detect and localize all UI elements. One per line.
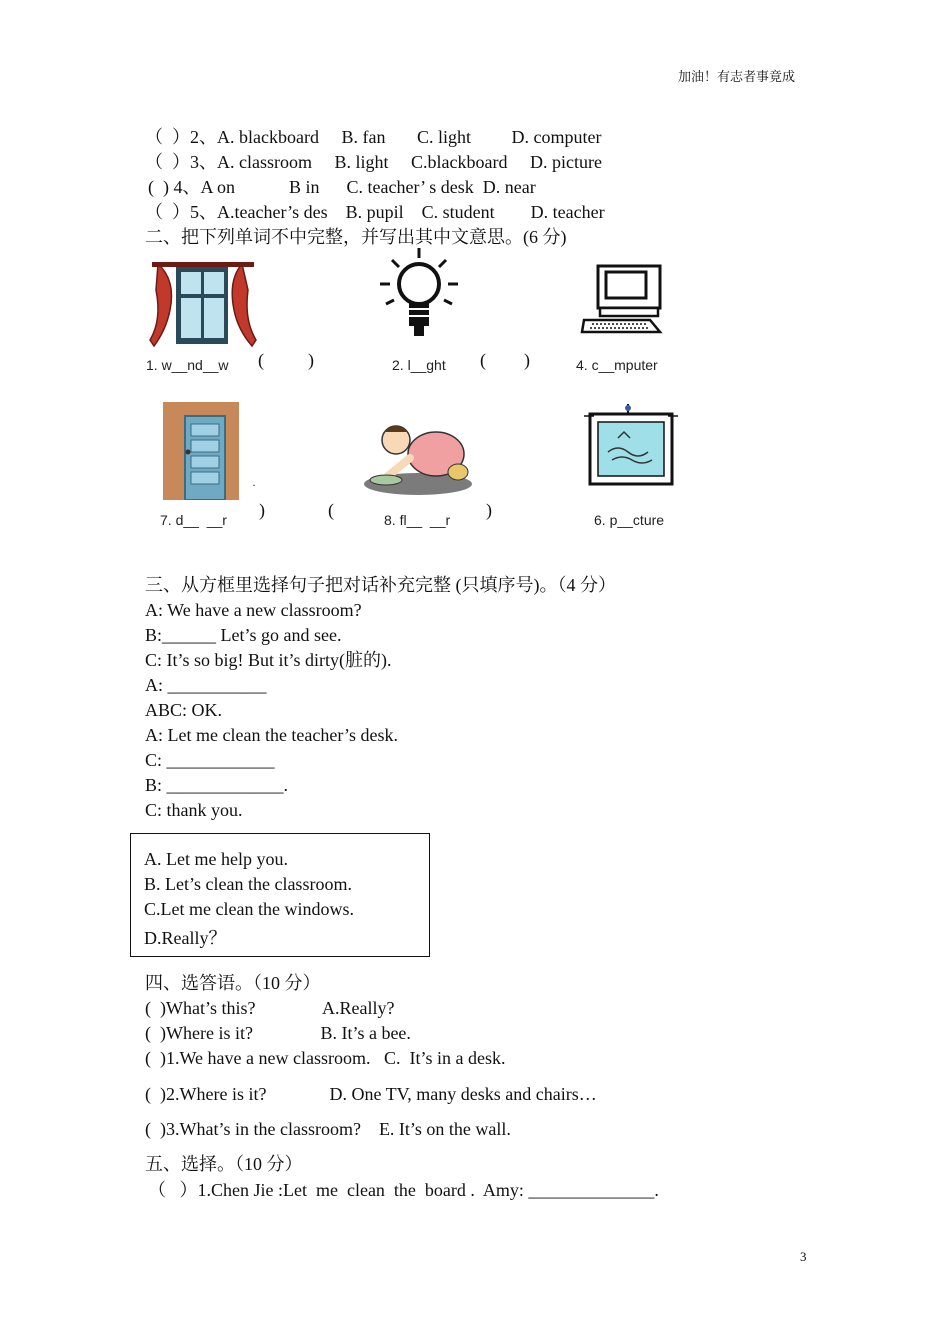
- question-line-4: ( ) 4、A on B in C. teacher’ s desk D. near: [148, 177, 536, 197]
- answer-choices-box: [130, 833, 430, 957]
- question-line-3: （ ）3、A. classroom B. light C.blackboard D. picture: [145, 152, 602, 172]
- answer-paren-close: ): [486, 500, 492, 520]
- section-3-title: 三、从方框里选择句子把对话补充完整 (只填序号)。（4 分）: [145, 575, 616, 595]
- window-picture: [148, 260, 258, 352]
- choice-b: B. Let’s clean the classroom.: [144, 874, 352, 894]
- dialogue-line: C: ____________: [145, 750, 275, 770]
- answer-paren-open: (: [328, 500, 334, 520]
- section-5-title: 五、选择。（10 分）: [145, 1154, 303, 1174]
- answer-paren-close: ): [259, 500, 265, 520]
- dialogue-line: A: We have a new classroom?: [145, 600, 362, 620]
- word-label-light: 2. l__ght: [392, 357, 446, 373]
- page-header: 加油！有志者事竟成: [678, 69, 796, 84]
- word-label-window: 1. w__nd__w: [146, 357, 229, 373]
- light-bulb-picture: [378, 246, 460, 346]
- choice-d: D.Really？: [144, 928, 227, 948]
- dialogue-line: C: thank you.: [145, 800, 243, 820]
- question-line-5: （ ）5、A.teacher’s des B. pupil C. student D. teacher: [145, 202, 605, 222]
- answer-paren-close: ): [308, 350, 314, 370]
- section-2-title: 二、把下列单词不中完整，并写出其中文意思。(6 分): [145, 227, 567, 247]
- dialogue-line: A: ___________: [145, 675, 267, 695]
- computer-picture: [580, 262, 666, 338]
- dialogue-line: B: _____________.: [145, 775, 289, 795]
- word-label-door: 7. d__ __r: [160, 512, 227, 528]
- dialogue-line: A: Let me clean the teacher’s desk.: [145, 725, 399, 745]
- match-line: ( )2.Where is it? D. One TV, many desks and chairs…: [145, 1084, 597, 1104]
- section-4-title: 四、选答语。（10 分）: [145, 973, 321, 993]
- word-label-floor: 8. fl__ __r: [384, 512, 451, 528]
- stray-mark: ·: [252, 478, 256, 492]
- word-label-picture: 6. p__cture: [594, 512, 665, 528]
- page-number: 3: [800, 1249, 807, 1264]
- word-label-computer: 4. c__mputer: [576, 357, 658, 373]
- picture-frame-picture: [584, 404, 678, 488]
- answer-paren-open: (: [480, 350, 486, 370]
- door-picture: [163, 402, 239, 500]
- choice-a: A. Let me help you.: [144, 849, 288, 869]
- answer-paren-close: ): [524, 350, 530, 370]
- match-line: ( )1.We have a new classroom. C. It’s in a desk.: [145, 1048, 506, 1068]
- dialogue-line: C: It’s so big! But it’s dirty(脏的).: [145, 650, 392, 670]
- dialogue-line: ABC: OK.: [145, 700, 223, 720]
- match-line: ( )What’s this? A.Really?: [145, 998, 395, 1018]
- question-line-2: （ ）2、A. blackboard B. fan C. light D. computer: [145, 127, 602, 147]
- floor-picture: [358, 414, 472, 496]
- dialogue-line: B:______ Let’s go and see.: [145, 625, 342, 645]
- match-line: ( )3.What’s in the classroom? E. It’s on the wall.: [145, 1119, 511, 1139]
- choice-question-1: （ ）1.Chen Jie :Let me clean the board . Amy: ______________.: [148, 1180, 659, 1200]
- answer-paren-open: (: [258, 350, 264, 370]
- match-line: ( )Where is it? B. It’s a bee.: [145, 1023, 411, 1043]
- choice-c: C.Let me clean the windows.: [144, 899, 354, 919]
